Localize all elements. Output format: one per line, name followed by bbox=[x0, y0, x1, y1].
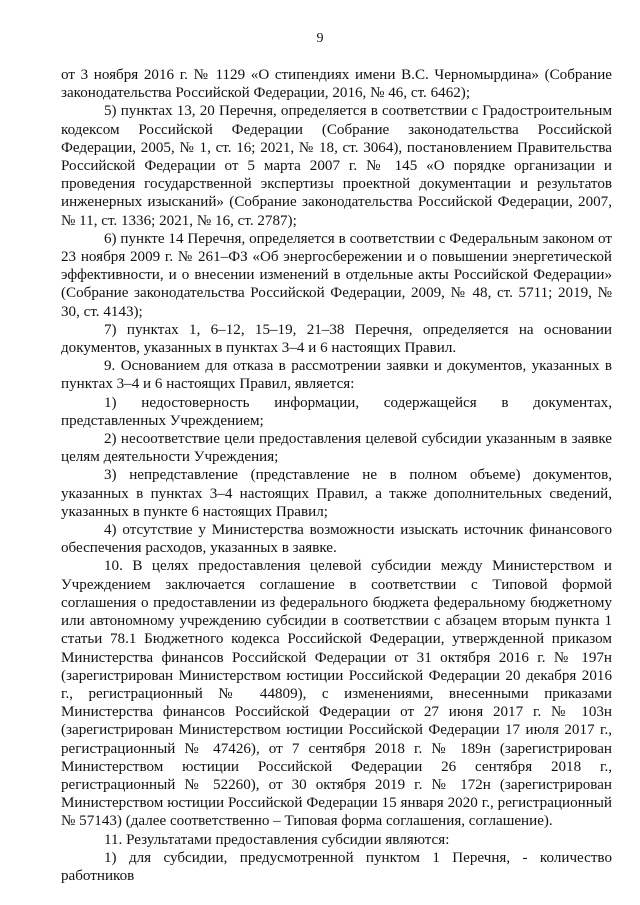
paragraph-refusal-reason-4: 4) отсутствие у Министерства возможности изыскать источник финансового обеспечения расходов, указанных в заявке. bbox=[61, 522, 612, 557]
paragraph-refusal-reason-3: 3) непредставление (представление не в полном объеме) документов, указанных в пунктах 3–4 настоящих Правил, а также дополнительных сведений, указанных в пункте 6 настоящих Правил; bbox=[61, 467, 612, 520]
document-body bbox=[61, 66, 612, 885]
paragraph-section-10: 10. В целях предоставления целевой субсидии между Министерством и Учреждением заключается соглашение в соответствии с Типовой формой соглашения о предоставлении из федерального бюджета федеральному бюджетному или автономному учреждению субсидии в соответствии с абзацем вторым пункта 1 статьи 78.1 Бюджетного кодекса Российской Федерации, утвержденной приказом Министерства финансов Российской Федерации от 31 октября 2016 г. № 197н (зарегистрирован Министерством юстиции Российской Федерации 20 декабря 2016 г., регистрационный № 44809), с изменениями, внесенными приказами Министерства финансов Российской Федерации от 27 июня 2017 г. № 103н (зарегистрирован Министерством юстиции Российской Федерации 17 июля 2017 г., регистрационный № 47426), от 7 сентября 2018 г. № 189н (зарегистрирован Министерством юстиции Российской Федерации 26 сентября 2018 г., регистрационный № 52260), от 30 октября 2019 г. № 172н (зарегистрирован Министерством юстиции Российской Федерации 15 января 2020 г., регистрационный № 57143) (далее соответственно – Типовая форма соглашения, соглашение). bbox=[61, 558, 612, 830]
paragraph-section-11: 11. Результатами предоставления субсидии являются: bbox=[104, 831, 450, 848]
paragraph-section-9: 9. Основанием для отказа в рассмотрении заявки и документов, указанных в пунктах 3–4 и 6 настоящих Правил, является: bbox=[61, 358, 612, 393]
paragraph-refusal-reason-2: 2) несоответствие цели предоставления целевой субсидии указанным в заявке целям деятельности Учреждения; bbox=[61, 431, 612, 466]
paragraph-item-5: 5) пунктах 13, 20 Перечня, определяется в соответствии с Градостроительным кодексом Российской Федерации (Собрание законодательства Российской Федерации, 2005, № 1, ст. 16; 2021, № 18, ст. 3064), постановлением Правительства Российской Федерации от 5 марта 2007 г. № 145 «О порядке организации и проведения государственной экспертизы проектной документации и результатов инженерных изысканий» (Собрание законодательства Российской Федерации, 2007, № 11, ст. 1336; 2021, № 16, ст. 2787); bbox=[61, 103, 612, 229]
paragraph-result-item-1: 1) для субсидии, предусмотренной пунктом 1 Перечня, - количество работников bbox=[61, 849, 612, 884]
paragraph-stipend-decree-tail: от 3 ноября 2016 г. № 1129 «О стипендиях имени В.С. Черномырдина» (Собрание законодательства Российской Федерации, 2016, № 46, ст. 6462); bbox=[61, 67, 612, 102]
paragraph-item-7: 7) пунктах 1, 6–12, 15–19, 21–38 Перечня, определяется на основании документов, указанных в пунктах 3–4 и 6 настоящих Правил. bbox=[61, 321, 612, 357]
page-number: 9 bbox=[316, 31, 324, 46]
paragraph-item-6: 6) пункте 14 Перечня, определяется в соответствии с Федеральным законом от 23 ноября 2009 г. № 261–ФЗ «Об энергосбережении и о повышении энергетической эффективности, и о внесении изменений в отдельные акты Российской Федерации» (Собрание законодательства Российской Федерации, 2009, № 48, ст. 5711; 2019, № 30, ст. 4143); bbox=[61, 230, 612, 320]
paragraph-refusal-reason-1: 1) недостоверность информации, содержащейся в документах, представленных Учреждением; bbox=[61, 394, 612, 429]
